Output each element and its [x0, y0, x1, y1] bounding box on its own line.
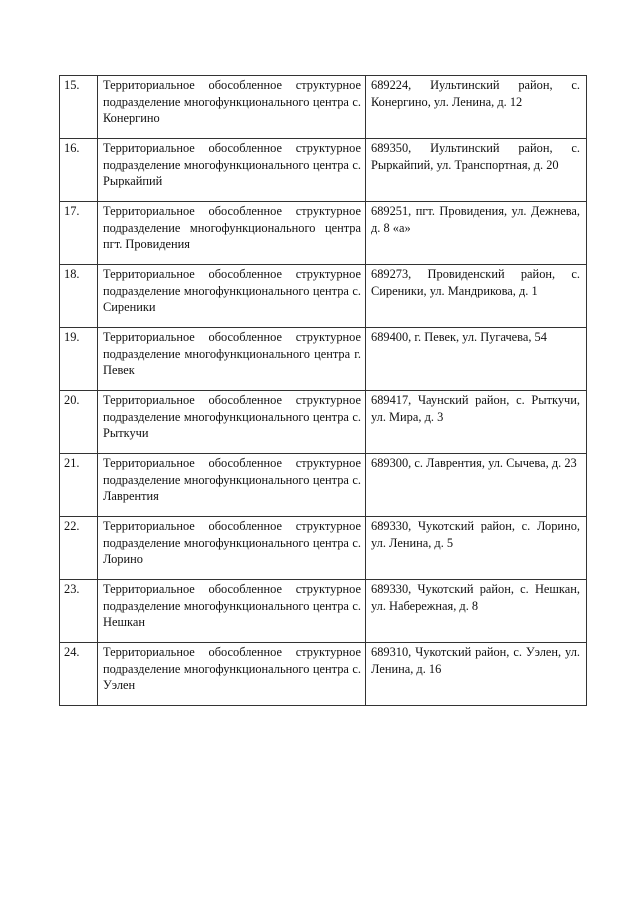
row-number-cell: [60, 202, 98, 265]
office-name: Территориальное обособленное структурное подразделение многофункционального центра с. Уэлен: [103, 645, 361, 693]
table-row: [60, 580, 587, 643]
office-name-cell: [98, 202, 366, 265]
office-name-cell: [98, 328, 366, 391]
office-address-cell: [366, 580, 587, 643]
row-number: 20.: [64, 393, 80, 407]
row-number: 22.: [64, 519, 80, 533]
row-number-cell: [60, 76, 98, 139]
office-address: 689300, с. Лаврентия, ул. Сычева, д. 23: [371, 456, 577, 470]
office-address-cell: [366, 76, 587, 139]
table-row: [60, 328, 587, 391]
table-body: [60, 76, 587, 706]
row-number-cell: [60, 391, 98, 454]
office-name: Территориальное обособленное структурное подразделение многофункционального центра с. Сиреники: [103, 267, 361, 315]
row-number: 21.: [64, 456, 80, 470]
office-address: 689251, пгт. Провидения, ул. Дежнева, д. 8 «а»: [371, 204, 580, 235]
office-address-cell: [366, 202, 587, 265]
office-name-cell: [98, 454, 366, 517]
row-number-cell: [60, 580, 98, 643]
office-name: Территориальное обособленное структурное подразделение многофункционального центра г. Певек: [103, 330, 361, 378]
row-number-cell: [60, 265, 98, 328]
table-row: [60, 139, 587, 202]
office-name-cell: [98, 517, 366, 580]
office-name: Территориальное обособленное структурное подразделение многофункционального центра с. Конергино: [103, 78, 361, 126]
office-address: 689417, Чаунский район, с. Рыткучи, ул. Мира, д. 3: [371, 393, 580, 424]
office-name: Территориальное обособленное структурное подразделение многофункционального центра с. Рыркайпий: [103, 141, 361, 189]
row-number: 15.: [64, 78, 80, 92]
office-name-cell: [98, 391, 366, 454]
office-name-cell: [98, 580, 366, 643]
row-number-cell: [60, 643, 98, 706]
office-address: 689330, Чукотский район, с. Нешкан, ул. Набережная, д. 8: [371, 582, 580, 613]
row-number-cell: [60, 328, 98, 391]
office-name-cell: [98, 76, 366, 139]
office-name: Территориальное обособленное структурное подразделение многофункционального центра с. Рыткучи: [103, 393, 361, 441]
office-address-cell: [366, 139, 587, 202]
office-address: 689350, Иультинский район, с. Рыркайпий, ул. Транспортная, д. 20: [371, 141, 580, 172]
row-number: 18.: [64, 267, 80, 281]
office-name: Территориальное обособленное структурное подразделение многофункционального центра с. Лорино: [103, 519, 361, 567]
office-address: 689400, г. Певек, ул. Пугачева, 54: [371, 330, 547, 344]
row-number-cell: [60, 139, 98, 202]
office-address-cell: [366, 328, 587, 391]
table-row: [60, 454, 587, 517]
office-address: 689224, Иультинский район, с. Конергино, ул. Ленина, д. 12: [371, 78, 580, 109]
row-number: 17.: [64, 204, 80, 218]
row-number: 24.: [64, 645, 80, 659]
office-address-cell: [366, 265, 587, 328]
office-address-cell: [366, 391, 587, 454]
row-number-cell: [60, 454, 98, 517]
office-name-cell: [98, 139, 366, 202]
office-name-cell: [98, 643, 366, 706]
office-address: 689310, Чукотский район, с. Уэлен, ул. Ленина, д. 16: [371, 645, 580, 676]
table-row: [60, 76, 587, 139]
office-address-cell: [366, 517, 587, 580]
table-row: [60, 517, 587, 580]
table-row: [60, 265, 587, 328]
table-row: [60, 202, 587, 265]
office-address-cell: [366, 454, 587, 517]
office-name: Территориальное обособленное структурное подразделение многофункционального центра с. Нешкан: [103, 582, 361, 630]
office-address: 689330, Чукотский район, с. Лорино, ул. Ленина, д. 5: [371, 519, 580, 550]
row-number-cell: [60, 517, 98, 580]
office-name: Территориальное обособленное структурное подразделение многофункционального центра с. Лаврентия: [103, 456, 361, 504]
row-number: 16.: [64, 141, 80, 155]
mfc-offices-table: [59, 75, 587, 706]
office-address-cell: [366, 643, 587, 706]
table-row: [60, 391, 587, 454]
office-name: Территориальное обособленное структурное подразделение многофункционального центра пгт. Провидения: [103, 204, 361, 252]
office-name-cell: [98, 265, 366, 328]
row-number: 19.: [64, 330, 80, 344]
table-row: [60, 643, 587, 706]
row-number: 23.: [64, 582, 80, 596]
office-address: 689273, Провиденский район, с. Сиреники, ул. Мандрикова, д. 1: [371, 267, 580, 298]
